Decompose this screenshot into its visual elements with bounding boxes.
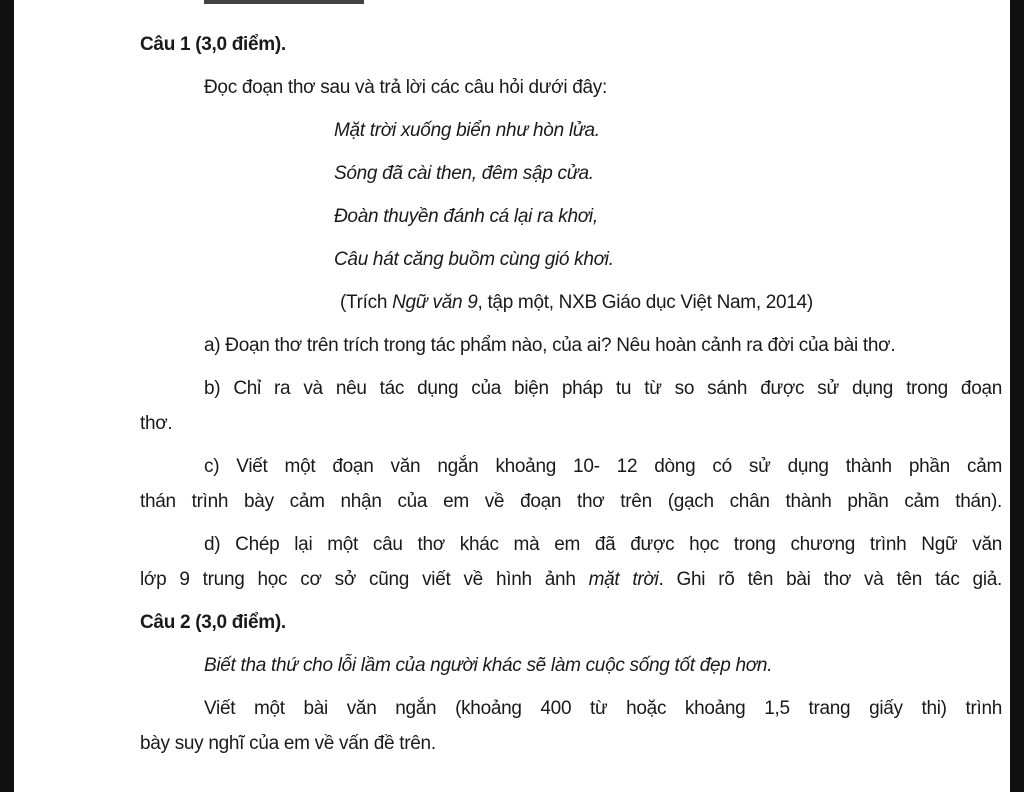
- left-border: [0, 0, 14, 792]
- question-d-line1: d) Chép lại một câu thơ khác mà em đã được học trong chương trình Ngữ văn: [204, 534, 1002, 555]
- question-d-line2: [140, 563, 1002, 606]
- cau2-quote: Biết tha thứ cho lỗi lầm của người khác sẽ làm cuộc sống tốt đẹp hơn.: [204, 655, 773, 676]
- question-d-suffix: . Ghi rõ tên bài thơ và tên tác giả.: [658, 569, 1002, 590]
- cutoff-rule: [204, 0, 364, 4]
- exam-content: [140, 28, 1002, 770]
- question-c-line2: thán trình bày cảm nhận của em về đoạn thơ trên (gạch chân thành phần cảm thán).: [140, 491, 1002, 512]
- question-b-line2: thơ.: [140, 413, 173, 434]
- poem-line-4: Câu hát căng buồm cùng gió khơi.: [334, 249, 614, 270]
- cau1-heading: Câu 1 (3,0 điểm).: [140, 34, 286, 55]
- source-suffix: , tập một, NXB Giáo dục Việt Nam, 2014): [477, 292, 813, 313]
- question-d-emphasis: mặt trời: [588, 569, 659, 590]
- poem-line-3: Đoàn thuyền đánh cá lại ra khơi,: [334, 206, 598, 227]
- poem-source: [140, 286, 1002, 329]
- cau1-instruction: Đọc đoạn thơ sau và trả lời các câu hỏi dưới đây:: [204, 77, 607, 98]
- source-prefix: (Trích: [340, 292, 393, 313]
- question-a: a) Đoạn thơ trên trích trong tác phẩm nào, của ai? Nêu hoàn cảnh ra đời của bài thơ.: [204, 335, 896, 356]
- cutoff-text-fragment: [484, 0, 964, 4]
- cau2-heading: Câu 2 (3,0 điểm).: [140, 612, 286, 633]
- question-d-prefix: lớp 9 trung học cơ sở cũng viết về hình ảnh: [140, 569, 589, 590]
- poem-line-2: Sóng đã cài then, đêm sập cửa.: [334, 163, 594, 184]
- cau2-task-line1: Viết một bài văn ngắn (khoảng 400 từ hoặc khoảng 1,5 trang giấy thi) trình: [204, 698, 1002, 719]
- right-border: [1010, 0, 1024, 792]
- document-page: [14, 0, 1010, 792]
- question-c-line1: c) Viết một đoạn văn ngắn khoảng 10- 12 dòng có sử dụng thành phần cảm: [204, 456, 1002, 477]
- poem-line-1: Mặt trời xuống biển như hòn lửa.: [334, 120, 600, 141]
- source-book: Ngữ văn 9: [392, 292, 478, 313]
- question-b-line1: b) Chỉ ra và nêu tác dụng của biện pháp tu từ so sánh được sử dụng trong đoạn: [204, 378, 1002, 399]
- cau2-task-line2: bày suy nghĩ của em về vấn đề trên.: [140, 733, 436, 754]
